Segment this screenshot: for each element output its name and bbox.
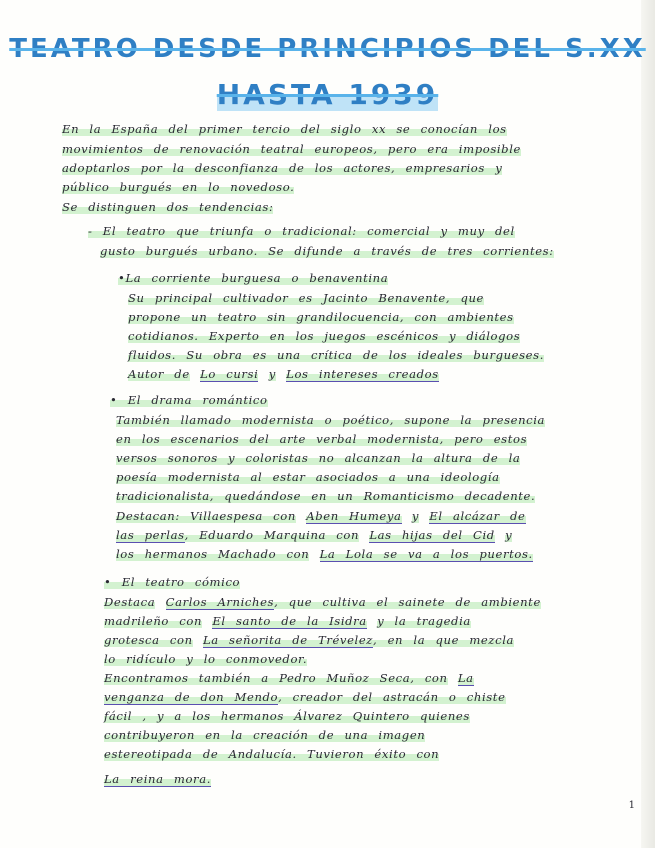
benaventina-line-1: Su principal cultivador es Jacinto Benavente, que [128,291,485,305]
page-number: 1 [628,800,635,811]
benaventina-line-4: fluidos. Su obra es una crítica de los ideales burgueses. [128,348,544,362]
romantico-line-1: También llamado modernista o poético, supone la presencia [116,413,546,427]
romantico-line-5: tradicionalista, quedándose en un Romanticismo decadente. [116,489,536,503]
comico-line-10 [104,772,211,786]
benaventina-line-2: propone un teatro sin grandilocuencia, con ambientes [128,310,514,324]
benaventina-heading: •La corriente burguesa o benaventina [118,271,389,285]
tendency-line-1: - El teatro que triunfa o tradicional: comercial y muy del [88,224,515,238]
comico-line-4: lo ridículo y lo conmovedor. [104,652,308,666]
comico-line-6: venganza de don Mendo, creador del astracán o chiste [104,690,506,704]
work-la-reina-mora: La reina mora. [104,772,211,786]
work-el-alcazar-de-las-perlas-a: El alcázar de [429,509,526,523]
tendency-line-2: gusto burgués urbano. Se difunde a través de tres corrientes: [100,244,554,258]
comico-heading: • El teatro cómico [104,575,241,589]
romantico-line-8: los hermanos Machado con La Lola se va a los puertos. [116,547,533,561]
intro-line-5: Se distinguen dos tendencias: [62,200,274,214]
work-la-venganza-de-don-mendo-a: La [457,671,474,685]
intro-line-3: adoptarlos por la desconfianza de los actores, empresarios y [62,161,503,175]
intro-line-2: movimientos de renovación teatral europeos, pero era imposible [62,142,521,156]
comico-line-9: estereotipada de Andalucía. Tuvieron éxito con [104,747,440,761]
intro-line-4: público burgués en lo novedoso. [62,180,295,194]
comico-line-3: grotesca con La señorita de Trévelez, en la que mezcla [104,633,515,647]
benaventina-line-3: cotidianos. Experto en los juegos escénicos y diálogos [128,329,521,343]
comico-line-2: madrileño con El santo de la Isidra y la tragedia [104,614,471,628]
author-carlos-arniches: Carlos Arniches [165,595,275,609]
romantico-line-6: Destacan: Villaespesa con Aben Humeya y El alcázar de [116,509,526,523]
work-el-alcazar-de-las-perlas-b: las perlas [116,528,185,542]
title-line-2: HASTA 1939 [216,78,439,111]
title-line-1: TEATRO DESDE PRINCIPIOS DEL S.XX [9,34,646,64]
romantico-line-4: poesía modernista al estar asociados a una ideología [116,470,500,484]
work-la-lola-se-va-a-los-puertos: La Lola se va a los puertos. [319,547,533,561]
romantico-line-3: versos sonoros y coloristas no alcanzan la altura de la [116,451,521,465]
benaventina-line-5: Autor de Lo cursi y Los intereses creados [128,367,439,381]
work-la-venganza-de-don-mendo-b: venganza de don Mendo [104,690,279,704]
page-edge [641,0,655,848]
comico-line-5: Encontramos también a Pedro Muñoz Seca, con La [104,671,474,685]
romantico-line-2: en los escenarios del arte verbal modernista, pero estos [116,432,528,446]
intro-line-1: En la España del primer tercio del siglo xx se conocían los [62,122,507,136]
work-la-senorita-de-trevelez: La señorita de Trévelez [202,633,374,647]
work-aben-humeya: Aben Humeya [306,509,402,523]
comico-line-8: contribuyeron en la creación de una imagen [104,728,426,742]
work-los-intereses-creados: Los intereses creados [286,367,439,381]
romantico-heading: • El drama romántico [110,393,268,407]
work-lo-cursi: Lo cursi [200,367,259,381]
comico-line-1: Destaca Carlos Arniches, que cultiva el sainete de ambiente [104,595,541,609]
work-el-santo-de-la-isidra: El santo de la Isidra [212,614,367,628]
work-las-hijas-del-cid: Las hijas del Cid [369,528,495,542]
comico-line-7: fácil , y a los hermanos Álvarez Quintero quienes [104,709,470,723]
romantico-line-7: las perlas, Eduardo Marquina con Las hijas del Cid y [116,528,513,542]
